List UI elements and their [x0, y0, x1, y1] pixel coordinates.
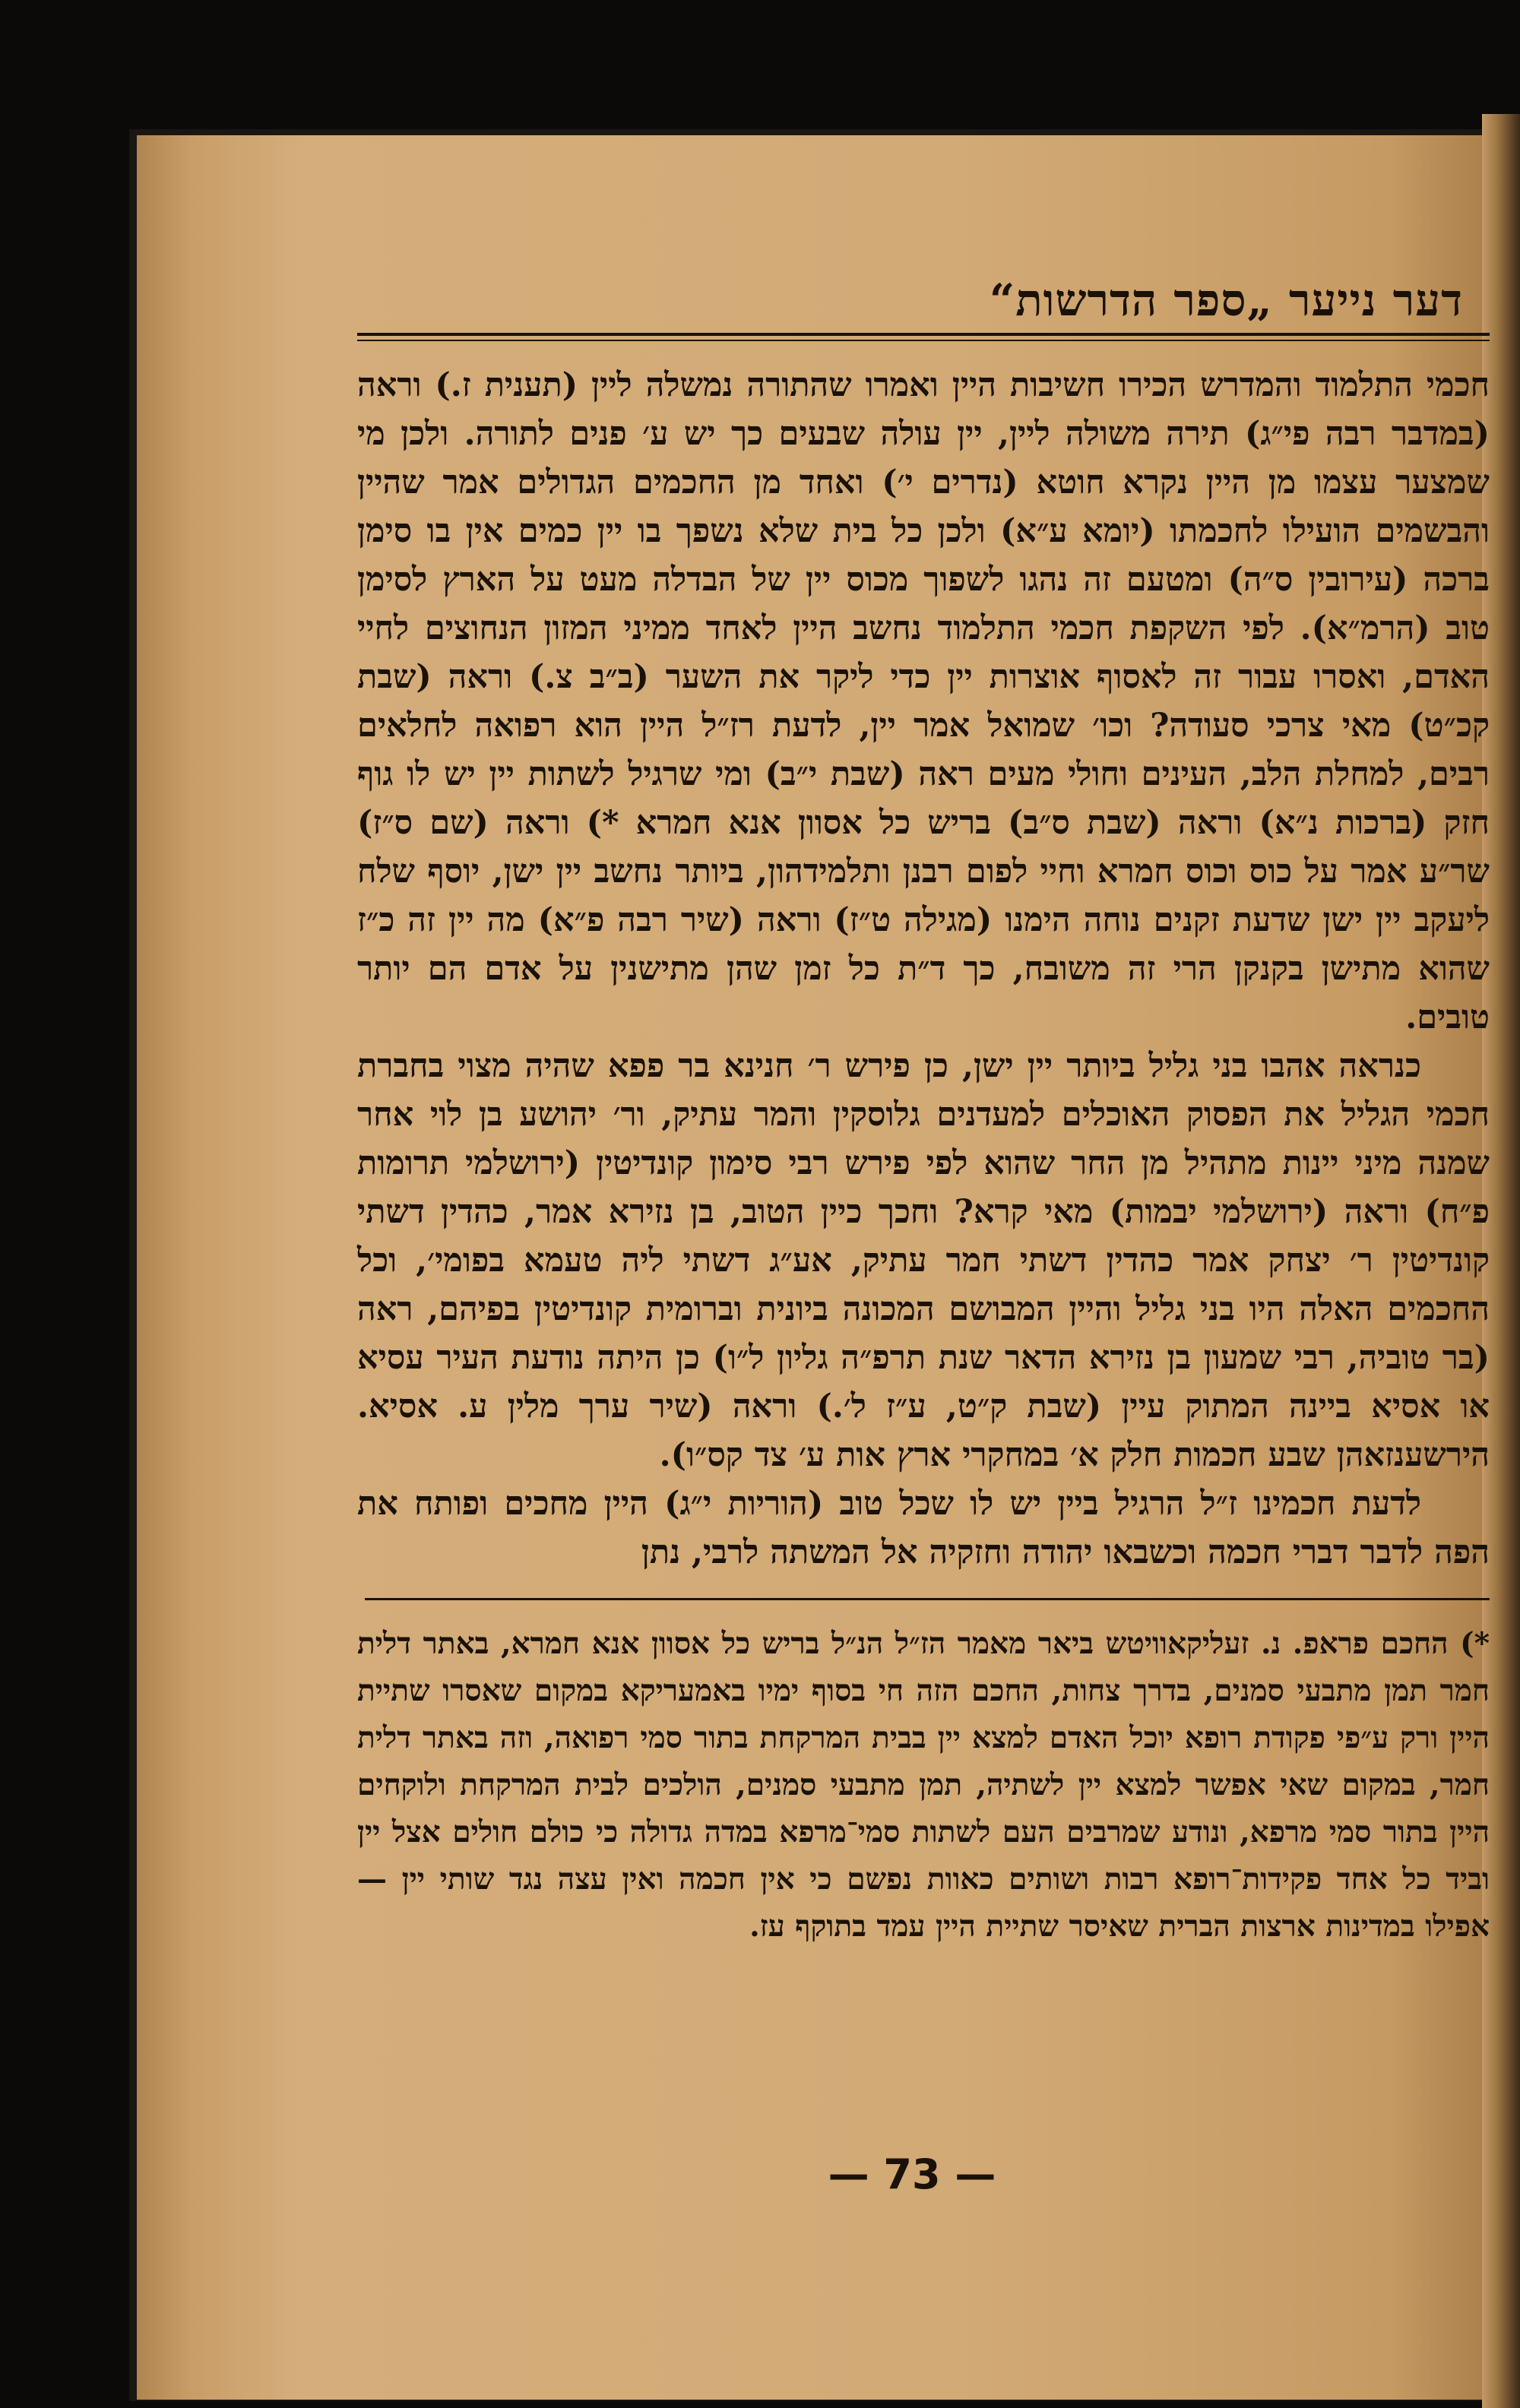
header-rule-thick	[357, 333, 1490, 336]
footnote	[357, 1620, 1490, 1950]
footnote-rule	[365, 1598, 1490, 1600]
header-rule-thin	[357, 340, 1490, 341]
page-content	[357, 274, 1490, 1950]
paragraph-3: לדעת חכמינו ז״ל הרגיל ביין יש לו שכל טוב (הוריות י״ג) היין מחכים ופותח את הפה לדבר דברי חכמה וכשבאו יהודה וחזקיה אל המשתה לרבי, נתן	[357, 1485, 1490, 1571]
footnote-text: *) החכם פראפ. נ. זעליקאוויטש ביאר מאמר הז״ל הנ״ל בריש כל אסוון אנא חמרא, באתר דלית חמר תמן מתבעי סמנים, בדרך צחות, החכם הזה חי בסוף ימיו באמעריקא במקום שאסרו שתיית היין ורק ע״פי פקודת רופא יוכל האדם למצא יין בבית המרקחת בתור סמי רפואה, וזה באתר דלית חמר, במקום שאי אפשר למצא יין לשתיה, תמן מתבעי סמנים, הולכים לבית המרקחת ולוקחים היין בתור סמי מרפא, ונודע שמרבים העם לשתות סמי־מרפא במדה גדולה כי כולם חולים אצל יין וביד כל אחד פקידות־רופא רבות ושותים כאוות נפשם כי אין חכמה ואין עצה נגד שותי יין — אפילו במדינות ארצות הברית שאיסר שתיית היין עמד בתוקף עז.	[357, 1626, 1490, 1944]
body-text	[357, 361, 1490, 1577]
running-head: דער נייער „ספר הדרשות“	[989, 274, 1463, 326]
page-number: — 73 —	[828, 2150, 996, 2198]
paragraph-2: כנראה אהבו בני גליל ביותר יין ישן, כן פירש ר׳ חנינא בר פפא שהיה מצוי בחברת חכמי הגליל את הפסוק האוכלים למעדנים גלוסקין והמר עתיק, ור׳ יהושע בן לוי אחר שמנה מיני יינות מתהיל מן החר שהוא לפי פירש רבי סימון קונדיטין (ירושלמי תרומות פ״ח) וראה (ירושלמי יבמות) מאי קרא? וחכך כיין הטוב, בן נזירא אמר, כהדין דשתי קונדיטין ר׳ יצחק אמר כהדין דשתי חמר עתיק, אע״ג דשתי ליה טעמא בפומי׳, וכל החכמים האלה היו בני גליל והיין המבושם המכונה ביונית וברומית קונדיטין בפיהם, ראה (בר טוביה, רבי שמעון בן נזירא הדאר שנת תרפ״ה גליון ל״ו) כן היתה נודעת העיר עסיא או אסיא ביינה המתוק עיין (שבת ק״ט, ע״ז ל׳.) וראה (שיר ערך מלין ע. אסיא. הירשענזאהן שבע חכמות חלק א׳ במחקרי ארץ אות ע׳ צד קס״ו).	[357, 1047, 1490, 1474]
paragraph-1: חכמי התלמוד והמדרש הכירו חשיבות היין ואמרו שהתורה נמשלה ליין (תענית ז.) וראה (במדבר רבה פי״ג) תירה משולה ליין, יין עולה שבעים כך יש ע׳ פנים לתורה. ולכן מי שמצער עצמו מן היין נקרא חוטא (נדרים י׳) ואחד מן החכמים הגדולים אמר שהיין והבשמים הועילו לחכמתו (יומא ע״א) ולכן כל בית שלא נשפך בו יין כמים אין בו סימן ברכה (עירובין ס״ה) ומטעם זה נהגו לשפוך מכוס יין של הבדלה מעט על הארץ לסימן טוב (הרמ״א). לפי השקפת חכמי התלמוד נחשב היין לאחד ממיני המזון הנחוצים לחיי האדם, ואסרו עבור זה לאסוף אוצרות יין כדי ליקר את השער (ב״ב צ.) וראה (שבת קכ״ט) מאי צרכי סעודה? וכו׳ שמואל אמר יין, לדעת רז״ל היין הוא רפואה לחלאים רבים, למחלת הלב, העינים וחולי מעים ראה (שבת י״ב) ומי שרגיל לשתות יין יש לו גוף חזק (ברכות נ״א) וראה (שבת ס״ב) בריש כל אסוון אנא חמרא *) וראה (שם ס״ז) שר״ע אמר על כוס וכוס חמרא וחיי לפום רבנן ותלמידהון, ביותר נחשב יין ישן, יוסף שלח ליעקב יין ישן שדעת זקנים נוחה הימנו (מגילה ט״ז) וראה (שיר רבה פ״א) מה יין זה כ״ז שהוא מתישן בקנקן הרי זה משובח, כך ד״ת כל זמן שהן מתישנין על אדם הם יותר טובים.	[357, 366, 1490, 1036]
